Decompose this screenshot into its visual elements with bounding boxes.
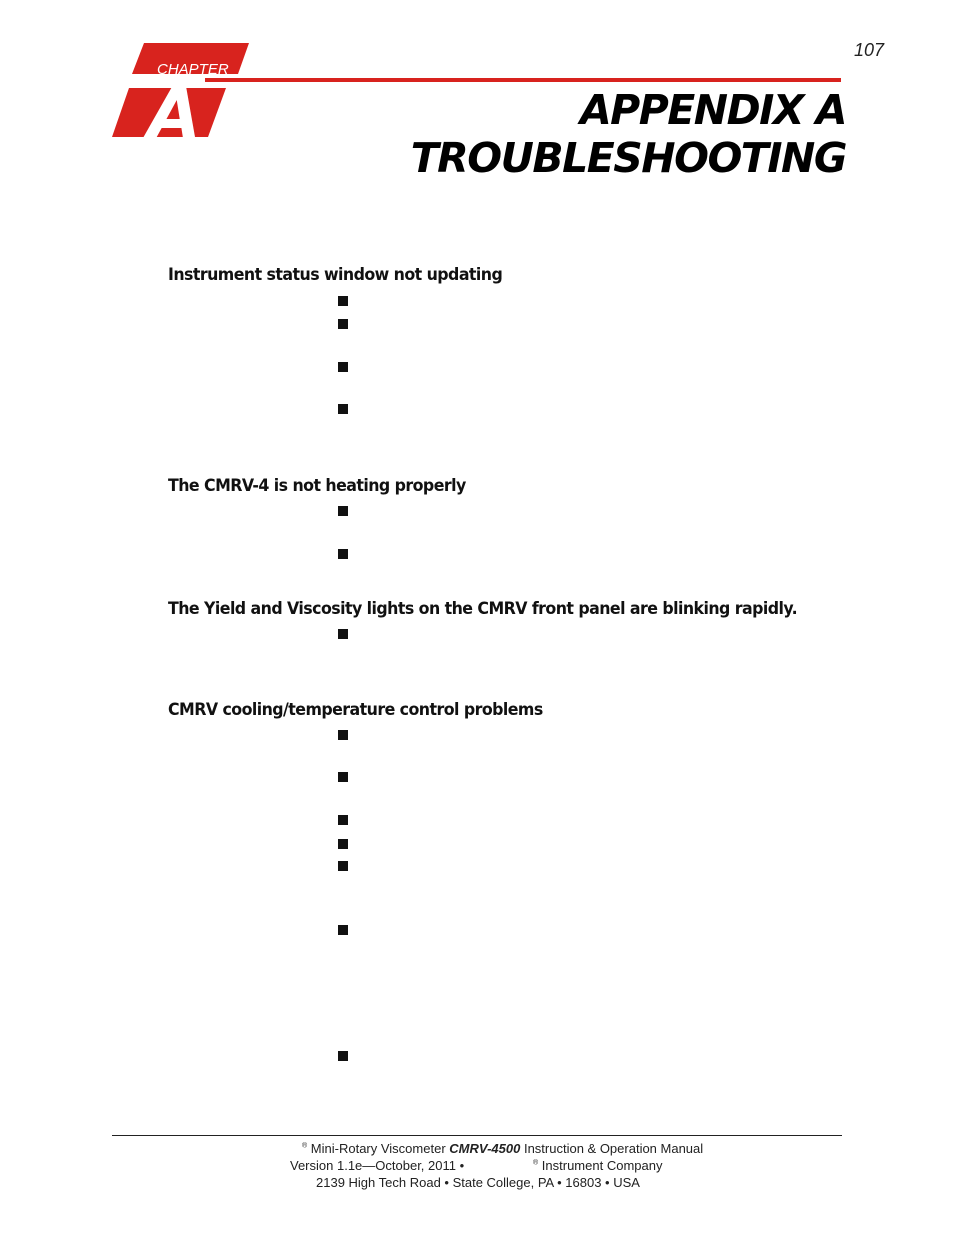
chapter-title-line-2: TROUBLESHOOTING — [410, 134, 846, 182]
square-bullet-icon — [338, 861, 348, 871]
footer-line-1 — [302, 1141, 703, 1156]
square-bullet-icon — [338, 629, 348, 639]
square-bullet-icon — [338, 319, 348, 329]
footer-line-2 — [290, 1158, 464, 1173]
chapter-letter: A — [148, 75, 201, 138]
footer-product: Mini-Rotary Viscometer — [310, 1141, 446, 1156]
section-heading: Instrument status window not updating — [168, 265, 503, 285]
footer-model: CMRV-4500 — [449, 1141, 521, 1156]
chapter-logo — [112, 42, 252, 138]
page-number: 107 — [853, 40, 884, 60]
footer-manual: Instruction & Operation Manual — [523, 1141, 704, 1156]
section-heading: The CMRV-4 is not heating properly — [168, 476, 466, 496]
footer-rule — [112, 1135, 842, 1136]
chapter-title — [386, 86, 846, 182]
chapter-title-line-1: APPENDIX A — [579, 86, 846, 134]
square-bullet-icon — [338, 1051, 348, 1061]
section-heading: The Yield and Viscosity lights on the CMRV front panel are blinking rapidly. — [168, 599, 798, 619]
registered-mark: ® — [302, 1142, 308, 1150]
square-bullet-icon — [338, 730, 348, 740]
square-bullet-icon — [338, 549, 348, 559]
footer-version: Version 1.1e—October, 2011 • — [290, 1158, 465, 1173]
square-bullet-icon — [338, 296, 348, 306]
registered-mark: ® — [533, 1159, 539, 1167]
header-rule — [205, 78, 841, 82]
footer-address: 2139 High Tech Road • State College, PA • 16803 • USA — [316, 1175, 640, 1190]
square-bullet-icon — [338, 815, 348, 825]
footer-line-2-company — [533, 1158, 662, 1173]
square-bullet-icon — [338, 772, 348, 782]
chapter-label: CHAPTER — [157, 61, 229, 78]
square-bullet-icon — [338, 404, 348, 414]
square-bullet-icon — [338, 839, 348, 849]
square-bullet-icon — [338, 925, 348, 935]
footer-company: Instrument Company — [541, 1158, 663, 1173]
footer-line-3 — [316, 1175, 640, 1190]
square-bullet-icon — [338, 506, 348, 516]
section-heading: CMRV cooling/temperature control problems — [168, 700, 543, 720]
square-bullet-icon — [338, 362, 348, 372]
